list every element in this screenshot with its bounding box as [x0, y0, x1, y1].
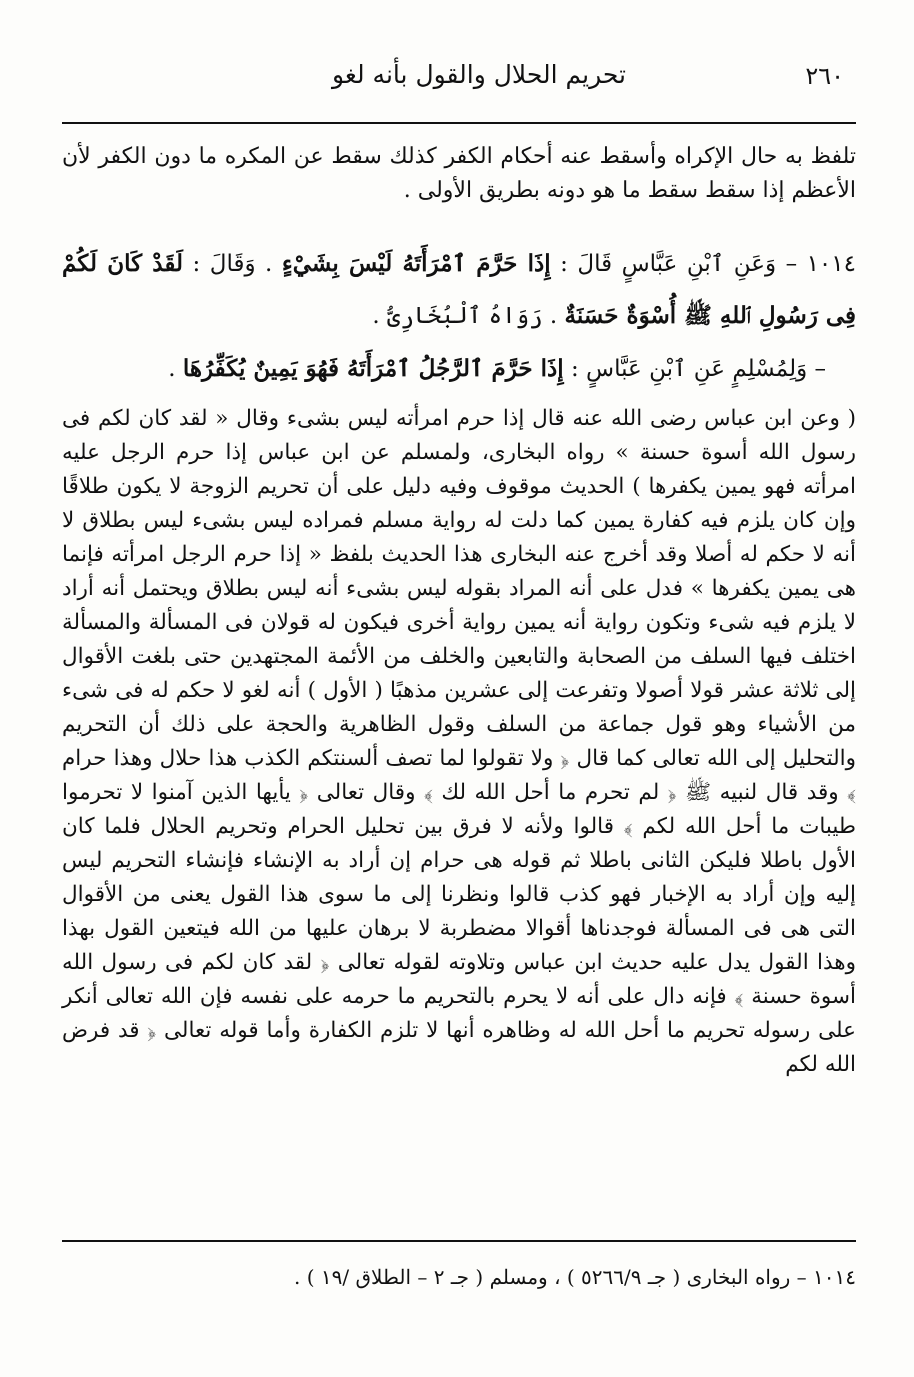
commentary-paragraph: ( وعن ابن عباس رضى الله عنه قال إذا حرم امرأته ليس بشىء وقال « لقد كان لكم فى رسول الله أسوة حسنة » رواه البخارى، ولمسلم عن ابن عباس إذا حرم الرجل عليه امرأته فهو يمين يكفرها ) الحديث موقوف وفيه دليل على أن تحريم الزوجة لا يكون طلاقًا وإن كان يلزم فيه كفارة يمين كما دلت له رواية مسلم فمراده ليس بشىء ليس بطلاق لا أنه لا حكم له أصلا وقد أخرج عنه البخارى هذا الحديث بلفظ « إذا حرم الرجل امرأته فإنما هى يمين يكفرها » فدل على أنه المراد بقوله ليس بشىء أنه ليس بطلاق ويحتمل أنه أراد لا يلزم فيه شىء وتكون رواية أنه يمين رواية أخرى فيكون له قولان فى المسألة والمسألة اختلف فيها السلف من الصحابة والتابعين والخلف من الأئمة المجتهدين حتى بلغت الأقوال إلى ثلاثة عشر قولا أصولا وتفرعت إلى عشرين مذهبًا ( الأول ) أنه لغو لا حكم له فى شىء من الأشياء وهو قول جماعة من السلف وقول الظاهرية والحجة على ذلك أن التحريم والتحليل إلى الله تعالى كما قال ﴿ ولا تقولوا لما تصف ألسنتكم الكذب هذا حلال وهذا حرام ﴾ وقد قال لنبيه ﷺ ﴿ لم تحرم ما أحل الله لك ﴾ وقال تعالى ﴿ يأيها الذين آمنوا لا تحرموا طيبات ما أحل الله لكم ﴾ قالوا ولأنه لا فرق بين تحليل الحرام وتحريم الحلال فلما كان الأول باطلا فليكن الثانى باطلا ثم قوله هى حرام إن أراد به الإنشاء فإنشاء التحريم ليس إليه وإن أراد به الإخبار فهو كذب قالوا ونظرنا إلى ما سوى هذا القول يعنى من الأقوال التى هى فى المسألة فوجدناها أقوالا مضطربة لا برهان عليها من الله فيتعين القول بهذا وهذا القول يدل عليه حديث ابن عباس وتلاوته لقوله تعالى ﴿ لقد كان لكم فى رسول الله أسوة حسنة ﴾ فإنه دال على أنه لا يحرم بالتحريم ما حرمه على نفسه فإن الله تعالى أنكر على رسوله تحريم ما أحل الله له وظاهره أنها لا تلزم الكفارة وأما قوله تعالى ﴿ قد فرض الله لكم: [62, 406, 856, 1077]
page-number: ٢٦٠: [805, 62, 844, 90]
intro-paragraph: تلفظ به حال الإكراه وأسقط عنه أحكام الكفر كذلك سقط عن المكره ما دون الكفر لأن الأعظم إذا سقط سقط ما هو دونه بطريق الأولى .: [62, 144, 856, 203]
hadith-1014: [62, 238, 856, 342]
hadith-source: . رَوَاهُ ٱلْبُخَارِىُّ .: [372, 303, 565, 329]
footnote-divider: [62, 1240, 856, 1242]
book-page: [62, 0, 856, 1377]
running-header: [62, 58, 856, 98]
running-title: تحريم الحلال والقول بأنه لغو: [332, 60, 626, 89]
hadith-prefix: ١٠١٤ – وَعَنِ ٱبْنِ عَبَّاسٍ قَالَ :: [550, 251, 856, 277]
header-divider: [62, 122, 856, 124]
muslim-prefix: – وَلِمُسْلِمٍ عَنِ ٱبْنِ عَبَّاسٍ :: [563, 356, 826, 382]
hadith-mid: . وَقَالَ :: [182, 251, 282, 277]
hadith-quote-1: إِذَا حَرَّمَ ٱمْرَأَتَهُ لَيْسَ بِشَيْءٍ: [281, 250, 551, 277]
footnote: ١٠١٤ – رواه البخارى ( جـ ٥٢٦٦/٩ ) ، ومسلم ( جـ ٢ – الطلاق /١٩ ) .: [294, 1265, 856, 1289]
hadith-quote-2: لَقَدْ كَانَ لَكُمْ فِى رَسُولِ ٱللهِ ﷺ أُسْوَةٌ حَسَنَةٌ: [62, 250, 856, 329]
muslim-quote: إِذَا حَرَّمَ ٱلرَّجُلُ ٱمْرَأَتَهُ فَهُوَ يَمِينٌ يُكَفِّرُهَا: [182, 355, 564, 382]
hadith-muslim-narration: [62, 344, 856, 394]
muslim-suffix: .: [168, 356, 183, 382]
